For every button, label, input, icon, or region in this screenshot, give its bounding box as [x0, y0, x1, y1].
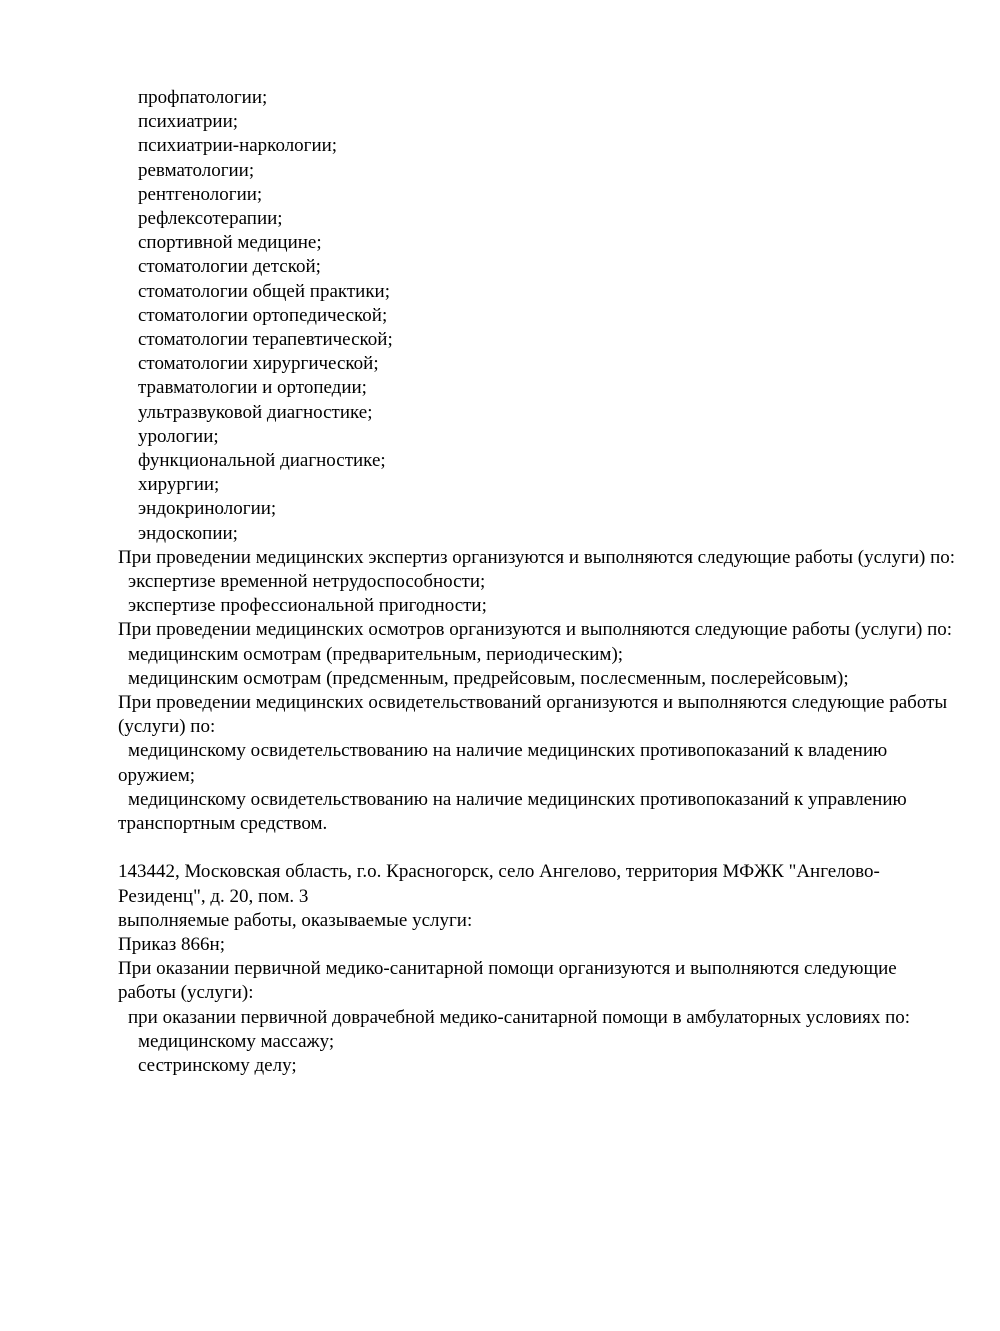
list-item: эндоскопии;	[138, 522, 238, 544]
expertise-section	[118, 546, 958, 619]
list-item: медицинским осмотрам (предварительным, периодическим);	[128, 643, 624, 665]
list-item: рефлексотерапии;	[138, 208, 283, 230]
list-item: урологии;	[138, 425, 219, 447]
exams-section	[118, 618, 958, 691]
list-item: экспертизе временной нетрудоспособности;	[128, 571, 486, 593]
list-item: стоматологии детской;	[138, 256, 321, 278]
list-item: хирургии;	[138, 474, 220, 496]
list-item: сестринскому делу;	[138, 1054, 297, 1076]
list-item: психиатрии-наркологии;	[138, 135, 338, 157]
list-item: экспертизе профессиональной пригодности;	[128, 595, 487, 617]
address-text: 143442, Московская область, г.о. Красногорск, село Ангелово, территория МФЖК "Ангелово-Резиденц", д. 20, пом. 3	[118, 861, 880, 907]
certification-heading: При проведении медицинских освидетельствований организуются и выполняются следующие работы (услуги) по:	[118, 692, 948, 738]
primary-heading: При оказании первичной медико-санитарной помощи организуются и выполняются следующие работы (услуги):	[118, 958, 897, 1004]
list-item: ультразвуковой диагностике;	[138, 401, 373, 423]
list-item: психиатрии;	[138, 111, 239, 133]
list-item: стоматологии ортопедической;	[138, 304, 388, 326]
list-item: функциональной диагностике;	[138, 450, 386, 472]
list-item: стоматологии терапевтической;	[138, 329, 393, 351]
list-item: медицинскому освидетельствованию на наличие медицинских противопоказаний к управлению транспортным средством.	[118, 788, 907, 835]
list-item: медицинскому освидетельствованию на наличие медицинских противопоказаний к владению оружием;	[118, 740, 888, 786]
address-section	[118, 860, 958, 1078]
list-item: медицинским осмотрам (предсменным, предрейсовым, послесменным, послерейсовым);	[128, 667, 849, 689]
list-item: эндокринологии;	[138, 498, 277, 520]
list-item: спортивной медицине;	[138, 232, 322, 254]
certification-section	[118, 691, 958, 836]
list-item: стоматологии хирургической;	[138, 353, 379, 375]
list-item: ревматологии;	[138, 159, 255, 181]
list-item: рентгенологии;	[138, 183, 263, 205]
list-item: медицинскому массажу;	[138, 1030, 335, 1052]
document-content	[118, 86, 958, 1078]
list-item: стоматологии общей практики;	[138, 280, 391, 302]
order-text: Приказ 866н;	[118, 933, 225, 955]
works-label: выполняемые работы, оказываемые услуги:	[118, 909, 473, 931]
primary-subheading: при оказании первичной доврачебной медико-санитарной помощи в амбулаторных условиях по:	[128, 1006, 911, 1028]
specialty-list	[118, 86, 958, 546]
section-gap	[118, 836, 958, 860]
expertise-heading: При проведении медицинских экспертиз организуются и выполняются следующие работы (услуги) по:	[118, 546, 956, 568]
list-item: травматологии и ортопедии;	[138, 377, 367, 399]
list-item: профпатологии;	[138, 87, 268, 108]
exams-heading: При проведении медицинских осмотров организуются и выполняются следующие работы (услуги) по:	[118, 619, 953, 641]
